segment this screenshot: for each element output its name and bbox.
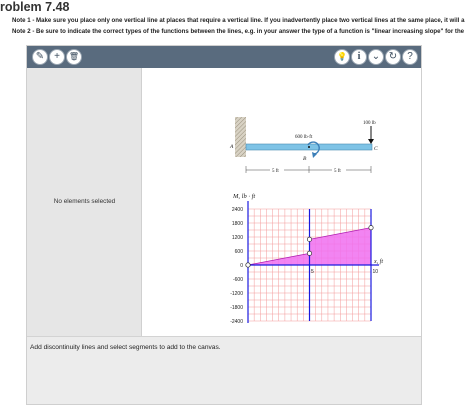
y-tick-label: -2400 <box>230 318 243 325</box>
segment-endpoint-handle <box>307 251 311 255</box>
dimension-right-label: 5 ft <box>334 169 341 174</box>
segment-endpoint-handle <box>307 237 311 241</box>
origin-handle <box>246 263 250 267</box>
x-tick-label: 5 <box>311 269 314 275</box>
y-tick-label: 600 <box>234 248 243 255</box>
point-b-dot <box>308 146 310 148</box>
y-tick-label: -1200 <box>230 290 243 297</box>
x-axis-label: x, ft <box>374 259 383 265</box>
point-b-label: B <box>303 156 307 162</box>
y-tick-label: -600 <box>232 276 243 283</box>
x-tick-label: 10 <box>372 269 379 275</box>
y-tick-label: 2400 <box>231 206 243 213</box>
properties-sidebar <box>27 68 142 336</box>
y-tick-label: -1800 <box>230 304 243 311</box>
canvas-svg <box>142 68 421 336</box>
dimension-left-label: 5 ft <box>272 169 279 174</box>
note-1: Note 1 - Make sure you place only one vertical line at places that require a vertical line. If you inadvertently place two vertical lines at the same place, it will a <box>12 17 465 24</box>
y-axis-label: M, lb · ft <box>233 193 256 200</box>
load-arrow-head <box>368 139 374 144</box>
point-a-label: A <box>230 144 234 150</box>
problem-title: roblem 7.48 <box>0 0 70 14</box>
note-2: Note 2 - Be sure to indicate the correct types of the functions between the lines, e.g. in your answer the type of a function is "linear increasing slope" for the <box>12 28 465 35</box>
plus-icon[interactable]: + <box>49 49 65 65</box>
point-c-label: C <box>374 146 378 152</box>
load-label: 100 lb <box>363 121 376 126</box>
y-tick-label: 1800 <box>231 220 243 227</box>
beam-figure <box>229 117 378 174</box>
segment-endpoint-handle <box>369 225 373 229</box>
pencil-icon[interactable]: ✎ <box>32 49 48 65</box>
moment-diagram[interactable] <box>230 193 383 325</box>
moment-label: 600 lb·ft <box>295 135 313 140</box>
y-tick-label: 0 <box>240 262 243 269</box>
toolbar <box>27 46 421 68</box>
status-text: Add discontinuity lines and select segments to add to the canvas. <box>30 344 221 351</box>
trash-icon[interactable]: 🗑 <box>66 49 82 65</box>
diagram-tool-panel <box>26 45 422 405</box>
empty-selection-text: No elements selected <box>53 198 116 205</box>
help-icon[interactable]: ? <box>402 49 418 65</box>
drawing-canvas[interactable] <box>142 68 421 336</box>
hint-bulb-icon[interactable]: 💡 <box>334 49 350 65</box>
reset-icon[interactable]: ↻ <box>385 49 401 65</box>
fixed-support-wall <box>235 117 246 157</box>
y-tick-label: 1200 <box>231 234 243 241</box>
chevron-down-icon[interactable]: ⌄ <box>368 49 384 65</box>
info-icon[interactable]: i <box>351 49 367 65</box>
status-bar <box>27 336 421 404</box>
